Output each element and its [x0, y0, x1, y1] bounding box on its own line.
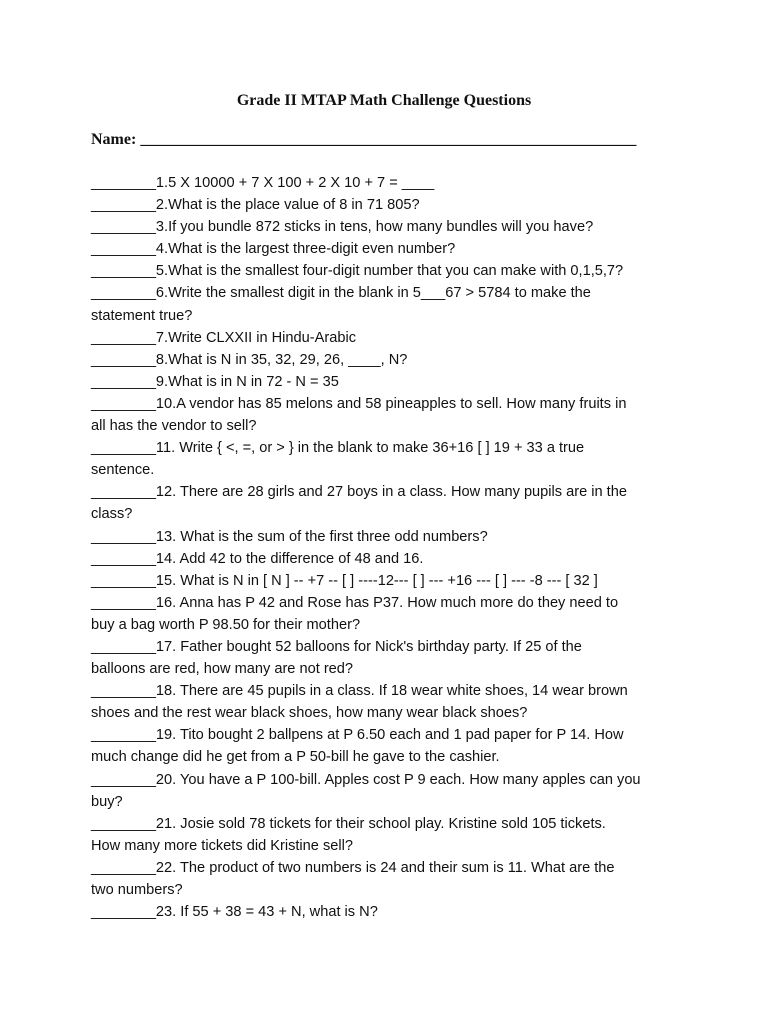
- question-text: ________20. You have a P 100-bill. Apples cost P 9 each. How many apples can you: [91, 771, 641, 788]
- name-field-label: Name: ______________________________________________________________: [91, 131, 637, 148]
- question-list: [91, 172, 691, 923]
- question-text: ________2.What is the place value of 8 in 71 805?: [91, 197, 420, 214]
- question-text: ________5.What is the smallest four-digit number that you can make with 0,1,5,7?: [91, 263, 624, 280]
- question-item: [91, 349, 691, 371]
- question-text: shoes and the rest wear black shoes, how many wear black shoes?: [91, 705, 528, 722]
- question-text: buy?: [91, 793, 123, 810]
- question-item: [91, 172, 691, 194]
- question-text: ________15. What is N in [ N ] -- +7 -- [ ] ----12--- [ ] --- +16 --- [ ] --- -8 --- [ 32 ]: [91, 572, 598, 589]
- question-item: [91, 636, 691, 680]
- question-text: ________3.If you bundle 872 sticks in tens, how many bundles will you have?: [91, 219, 594, 236]
- question-text: much change did he get from a P 50-bill he gave to the cashier.: [91, 749, 500, 766]
- question-text: two numbers?: [91, 882, 183, 898]
- question-item: [91, 592, 691, 636]
- question-text: ________7.Write CLXXII in Hindu-Arabic: [91, 329, 356, 346]
- question-text: ________4.What is the largest three-digit even number?: [91, 241, 456, 258]
- question-item: [91, 857, 691, 901]
- question-item: [91, 769, 691, 813]
- question-text: statement true?: [91, 307, 193, 324]
- question-text: ________9.What is in N in 72 - N = 35: [91, 373, 339, 390]
- question-text: all has the vendor to sell?: [91, 418, 257, 435]
- question-item: [91, 393, 691, 437]
- question-text: ________11. Write { <, =, or > } in the blank to make 36+16 [ ] 19 + 33 a true: [91, 440, 585, 457]
- question-item: [91, 680, 691, 724]
- question-text: ________1.5 X 10000 + 7 X 100 + 2 X 10 + 7 = ____: [91, 175, 435, 191]
- question-item: [91, 282, 691, 326]
- question-item: [91, 481, 691, 525]
- question-text: ________8.What is N in 35, 32, 29, 26, ____, N?: [91, 351, 408, 368]
- question-text: ________10.A vendor has 85 melons and 58 pineapples to sell. How many fruits in: [91, 395, 627, 412]
- question-item: [91, 437, 691, 481]
- question-text: ________21. Josie sold 78 tickets for their school play. Kristine sold 105 tickets.: [91, 815, 606, 832]
- question-text: ________16. Anna has P 42 and Rose has P37. How much more do they need to: [91, 594, 619, 611]
- question-text: ________6.Write the smallest digit in the blank in 5___67 > 5784 to make the: [91, 285, 591, 302]
- question-item: [91, 238, 691, 260]
- question-text: How many more tickets did Kristine sell?: [91, 837, 353, 854]
- question-item: [91, 813, 691, 857]
- question-text: ________17. Father bought 52 balloons for Nick's birthday party. If 25 of the: [91, 638, 582, 655]
- question-item: [91, 901, 691, 923]
- question-item: [91, 216, 691, 238]
- question-item: [91, 371, 691, 393]
- question-text: ________12. There are 28 girls and 27 boys in a class. How many pupils are in the: [91, 484, 627, 501]
- question-item: [91, 526, 691, 548]
- question-text: balloons are red, how many are not red?: [91, 661, 354, 678]
- question-item: [91, 548, 691, 570]
- question-text: sentence.: [91, 462, 155, 479]
- page-title: Grade II MTAP Math Challenge Questions: [236, 92, 532, 109]
- question-item: [91, 724, 691, 768]
- question-item: [91, 327, 691, 349]
- question-text: ________18. There are 45 pupils in a class. If 18 wear white shoes, 14 wear brown: [91, 683, 628, 700]
- question-text: ________22. The product of two numbers is 24 and their sum is 11. What are the: [91, 859, 615, 876]
- question-text: buy a bag worth P 98.50 for their mother?: [91, 616, 361, 633]
- question-text: ________23. If 55 + 38 = 43 + N, what is N?: [91, 904, 378, 921]
- question-text: class?: [91, 506, 133, 523]
- question-text: ________19. Tito bought 2 ballpens at P 6.50 each and 1 pad paper for P 14. How: [91, 727, 624, 744]
- question-text: ________13. What is the sum of the first three odd numbers?: [91, 528, 488, 545]
- question-item: [91, 260, 691, 282]
- question-text: ________14. Add 42 to the difference of 48 and 16.: [91, 550, 424, 567]
- question-item: [91, 194, 691, 216]
- question-item: [91, 570, 691, 592]
